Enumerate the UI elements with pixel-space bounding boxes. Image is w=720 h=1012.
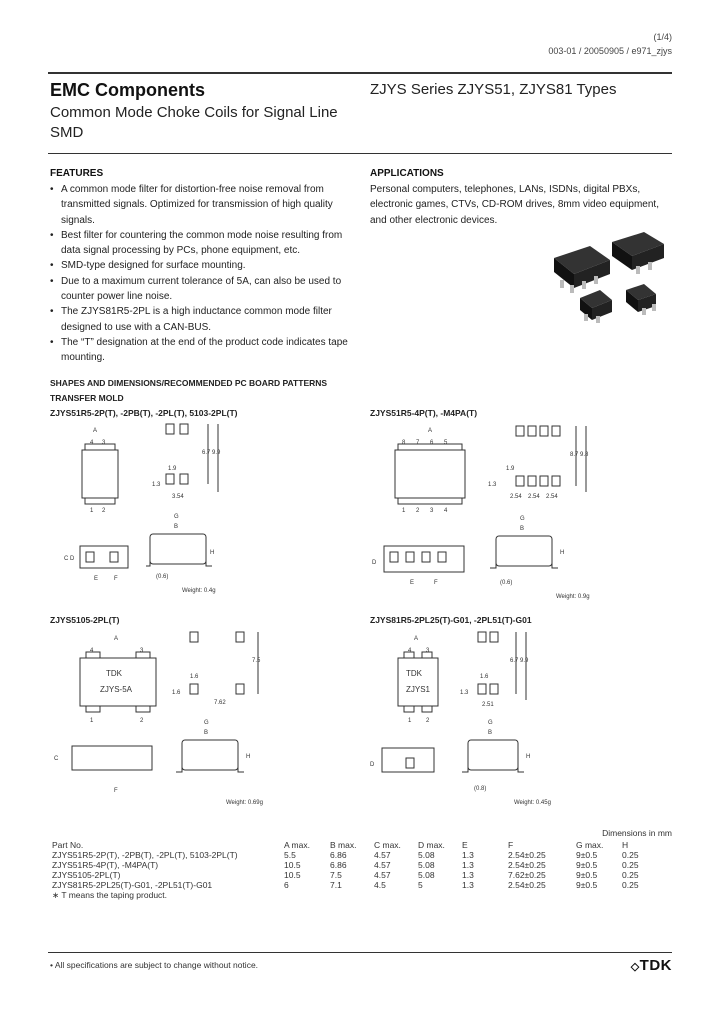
svg-text:5: 5 xyxy=(444,440,448,446)
svg-text:F: F xyxy=(114,788,118,794)
tdk-logo-text: TDK xyxy=(639,957,672,974)
diagram-1 xyxy=(50,420,350,600)
svg-text:B: B xyxy=(488,730,493,736)
diagram-4-title: ZJYS81R5-2PL25(T)-G01, -2PL51(T)-G01 xyxy=(370,615,532,625)
svg-text:TDK: TDK xyxy=(106,669,122,678)
svg-text:G: G xyxy=(488,720,493,726)
table-footnote: ∗ T means the taping product. xyxy=(52,890,168,900)
table-cell: ZJYS51R5-2P(T), -2PB(T), -2PL(T), 5103-2PL(T) xyxy=(52,850,238,860)
table-cell: 2.54±0.25 xyxy=(508,860,546,870)
svg-text:Weight: 0.69g: Weight: 0.69g xyxy=(226,800,263,806)
table-cell: 5.08 xyxy=(418,860,435,870)
svg-text:3: 3 xyxy=(140,648,144,654)
table-header-cell: C max. xyxy=(374,840,401,850)
table-cell: 1.3 xyxy=(462,880,474,890)
svg-text:(0.6): (0.6) xyxy=(500,580,513,586)
dimensions-table xyxy=(50,840,680,900)
svg-text:1: 1 xyxy=(90,508,94,514)
table-cell: 7.1 xyxy=(330,880,342,890)
svg-text:3: 3 xyxy=(102,440,106,446)
svg-text:Weight: 0.9g: Weight: 0.9g xyxy=(556,594,590,600)
component-small-2-icon xyxy=(626,284,656,315)
svg-text:C: C xyxy=(54,756,59,762)
table-cell: 6.86 xyxy=(330,860,347,870)
table-cell: 7.62±0.25 xyxy=(508,870,546,880)
svg-text:G: G xyxy=(174,514,179,520)
svg-text:1.6: 1.6 xyxy=(172,690,181,696)
svg-text:A: A xyxy=(93,428,98,434)
svg-text:2.54: 2.54 xyxy=(528,494,540,500)
diagram-1-title: ZJYS51R5-2P(T), -2PB(T), -2PL(T), 5103-2PL(T) xyxy=(50,408,238,418)
svg-text:D: D xyxy=(70,556,75,562)
table-cell: 1.3 xyxy=(462,870,474,880)
table-header-row xyxy=(50,840,680,850)
svg-text:3.54: 3.54 xyxy=(172,494,184,500)
svg-text:H: H xyxy=(526,754,531,760)
svg-text:9.9: 9.9 xyxy=(520,658,529,664)
table-cell: ZJYS51R5-4P(T), -M4PA(T) xyxy=(52,860,159,870)
table-cell: 0.25 xyxy=(622,850,639,860)
svg-text:2.54: 2.54 xyxy=(546,494,558,500)
svg-text:7.62: 7.62 xyxy=(214,700,226,706)
table-header-cell: F xyxy=(508,840,514,850)
table-cell: 9±0.5 xyxy=(576,870,598,880)
svg-text:4: 4 xyxy=(90,648,94,654)
svg-text:F: F xyxy=(114,576,118,582)
features-list xyxy=(50,182,360,366)
svg-text:6: 6 xyxy=(430,440,434,446)
svg-text:Weight: 0.4g: Weight: 0.4g xyxy=(182,588,216,594)
dimensions-unit-caption: Dimensions in mm xyxy=(602,828,672,838)
svg-text:B: B xyxy=(174,524,179,530)
table-row xyxy=(50,850,680,860)
svg-text:2: 2 xyxy=(426,718,430,724)
svg-text:(0.8): (0.8) xyxy=(474,786,487,792)
svg-text:(0.6): (0.6) xyxy=(156,574,169,580)
component-large-2-icon xyxy=(612,232,664,274)
document-id: 003-01 / 20050905 / e971_zjys xyxy=(548,46,672,56)
svg-text:7: 7 xyxy=(416,440,420,446)
svg-text:A: A xyxy=(114,636,119,642)
svg-text:A: A xyxy=(414,636,419,642)
feature-item: • Best filter for countering the common mode noise resulting from data signal processing by PCs, phone equipment, etc. xyxy=(50,228,360,259)
svg-text:3: 3 xyxy=(430,508,434,514)
svg-text:2: 2 xyxy=(416,508,420,514)
svg-text:6.7: 6.7 xyxy=(510,658,519,664)
svg-text:1: 1 xyxy=(90,718,94,724)
table-cell: 9±0.5 xyxy=(576,850,598,860)
table-cell: 0.25 xyxy=(622,870,639,880)
table-cell: 0.25 xyxy=(622,880,639,890)
component-large-1-icon xyxy=(554,246,610,293)
svg-text:B: B xyxy=(204,730,209,736)
tdk-mark-icon: ◇ xyxy=(630,961,640,973)
table-cell: 4.57 xyxy=(374,860,391,870)
table-cell: 5.08 xyxy=(418,870,435,880)
table-footnote-row xyxy=(50,890,680,900)
svg-text:ZJYS-5A: ZJYS-5A xyxy=(100,685,133,694)
svg-text:3: 3 xyxy=(426,648,430,654)
svg-text:E: E xyxy=(410,580,415,586)
svg-text:ZJYS1: ZJYS1 xyxy=(406,685,431,694)
diagram-2-title: ZJYS51R5-4P(T), -M4PA(T) xyxy=(370,408,478,418)
table-cell: 6.86 xyxy=(330,850,347,860)
svg-text:9.9: 9.9 xyxy=(212,450,221,456)
feature-item: • SMD-type designed for surface mounting. xyxy=(50,258,360,273)
tdk-logo xyxy=(631,957,672,974)
svg-text:H: H xyxy=(210,550,215,556)
table-cell: 9±0.5 xyxy=(576,860,598,870)
diagram-2 xyxy=(370,420,670,600)
svg-text:F: F xyxy=(434,580,438,586)
svg-text:1.3: 1.3 xyxy=(152,482,161,488)
table-row xyxy=(50,870,680,880)
feature-item: • A common mode filter for distortion-free noise removal from transmitted signals. Optimized for transmission of high quality signals. xyxy=(50,182,360,228)
diagram-3-title: ZJYS5105-2PL(T) xyxy=(50,615,120,625)
applications-text: Personal computers, telephones, LANs, ISDNs, digital PBXs, electronic games, CTVs, CD-ROM drives, 8mm video equipment, and other electronic devices. xyxy=(370,184,659,226)
table-cell: 5.5 xyxy=(284,850,296,860)
svg-text:9.8: 9.8 xyxy=(580,452,589,458)
subtitle-line-1: Common Mode Choke Coils for Signal Line xyxy=(50,104,338,121)
svg-text:1.3: 1.3 xyxy=(488,482,497,488)
footer-rule xyxy=(48,952,672,953)
svg-text:7.5: 7.5 xyxy=(252,658,261,664)
svg-text:6.7: 6.7 xyxy=(202,450,211,456)
subtitle-line-2: SMD xyxy=(50,124,84,141)
svg-text:2: 2 xyxy=(102,508,106,514)
diagram-4 xyxy=(370,628,670,808)
feature-item: • The ZJYS81R5-2PL is a high inductance common mode filter designed to use with a CAN-BUS. xyxy=(50,304,360,335)
svg-text:2.54: 2.54 xyxy=(510,494,522,500)
product-photo xyxy=(540,228,680,328)
svg-text:8.7: 8.7 xyxy=(570,452,579,458)
table-cell: 4.57 xyxy=(374,870,391,880)
svg-text:C: C xyxy=(64,556,69,562)
feature-item: • The “T” designation at the end of the product code indicates tape mounting. xyxy=(50,335,360,366)
table-header-cell: H xyxy=(622,840,629,850)
table-cell: 5.08 xyxy=(418,850,435,860)
svg-text:G: G xyxy=(204,720,209,726)
section-rule xyxy=(48,153,672,154)
table-header-cell: A max. xyxy=(284,840,310,850)
feature-item: • Due to a maximum current tolerance of 5A, can also be used to counter power line noise. xyxy=(50,274,360,305)
svg-text:E: E xyxy=(94,576,99,582)
table-cell: 7.5 xyxy=(330,870,342,880)
table-cell: ZJYS5105-2PL(T) xyxy=(52,870,121,880)
table-cell: 10.5 xyxy=(284,870,301,880)
shapes-heading: SHAPES AND DIMENSIONS/RECOMMENDED PC BOARD PATTERNS xyxy=(50,378,328,388)
table-header-cell: Part No. xyxy=(52,840,84,850)
svg-text:H: H xyxy=(246,754,251,760)
diagram-3 xyxy=(50,628,350,808)
svg-text:2: 2 xyxy=(140,718,144,724)
table-cell: 2.54±0.25 xyxy=(508,850,546,860)
table-cell: 6 xyxy=(284,880,289,890)
footer-note: • All specifications are subject to change without notice. xyxy=(50,960,259,970)
table-header-cell: D max. xyxy=(418,840,445,850)
transfer-mold-heading: TRANSFER MOLD xyxy=(50,393,124,403)
table-row xyxy=(50,860,680,870)
table-cell: 10.5 xyxy=(284,860,301,870)
page-number: (1/4) xyxy=(653,32,672,42)
svg-text:1.9: 1.9 xyxy=(506,466,515,472)
svg-text:4: 4 xyxy=(90,440,94,446)
svg-text:D: D xyxy=(370,762,375,768)
table-cell: 0.25 xyxy=(622,860,639,870)
table-header-cell: E xyxy=(462,840,468,850)
table-row xyxy=(50,880,680,890)
svg-text:1.6: 1.6 xyxy=(480,674,489,680)
table-cell: 4.5 xyxy=(374,880,386,890)
svg-text:1: 1 xyxy=(402,508,406,514)
svg-text:A: A xyxy=(428,428,433,434)
page-title: EMC Components xyxy=(50,80,205,100)
table-cell: 9±0.5 xyxy=(576,880,598,890)
page-subtitle xyxy=(50,103,370,143)
svg-text:8: 8 xyxy=(402,440,406,446)
svg-text:1.6: 1.6 xyxy=(190,674,199,680)
table-cell: 2.54±0.25 xyxy=(508,880,546,890)
applications-heading: APPLICATIONS xyxy=(370,168,444,179)
svg-text:2.51: 2.51 xyxy=(482,702,494,708)
component-small-1-icon xyxy=(580,290,612,323)
svg-text:H: H xyxy=(560,550,565,556)
table-cell: 1.3 xyxy=(462,860,474,870)
header-rule xyxy=(48,72,672,74)
svg-text:Weight: 0.45g: Weight: 0.45g xyxy=(514,800,551,806)
svg-text:G: G xyxy=(520,516,525,522)
table-cell: 1.3 xyxy=(462,850,474,860)
table-header-cell: G max. xyxy=(576,840,604,850)
svg-text:TDK: TDK xyxy=(406,669,422,678)
features-heading: FEATURES xyxy=(50,168,104,179)
svg-text:B: B xyxy=(520,526,525,532)
svg-text:1.9: 1.9 xyxy=(168,466,177,472)
svg-text:1.3: 1.3 xyxy=(460,690,469,696)
svg-text:4: 4 xyxy=(444,508,448,514)
svg-text:1: 1 xyxy=(408,718,412,724)
table-header-cell: B max. xyxy=(330,840,357,850)
svg-text:4: 4 xyxy=(408,648,412,654)
table-cell: 5 xyxy=(418,880,423,890)
svg-text:D: D xyxy=(372,560,377,566)
table-cell: 4.57 xyxy=(374,850,391,860)
series-title: ZJYS Series ZJYS51, ZJYS81 Types xyxy=(370,81,617,98)
table-cell: ZJYS81R5-2PL25(T)-G01, -2PL51(T)-G01 xyxy=(52,880,213,890)
